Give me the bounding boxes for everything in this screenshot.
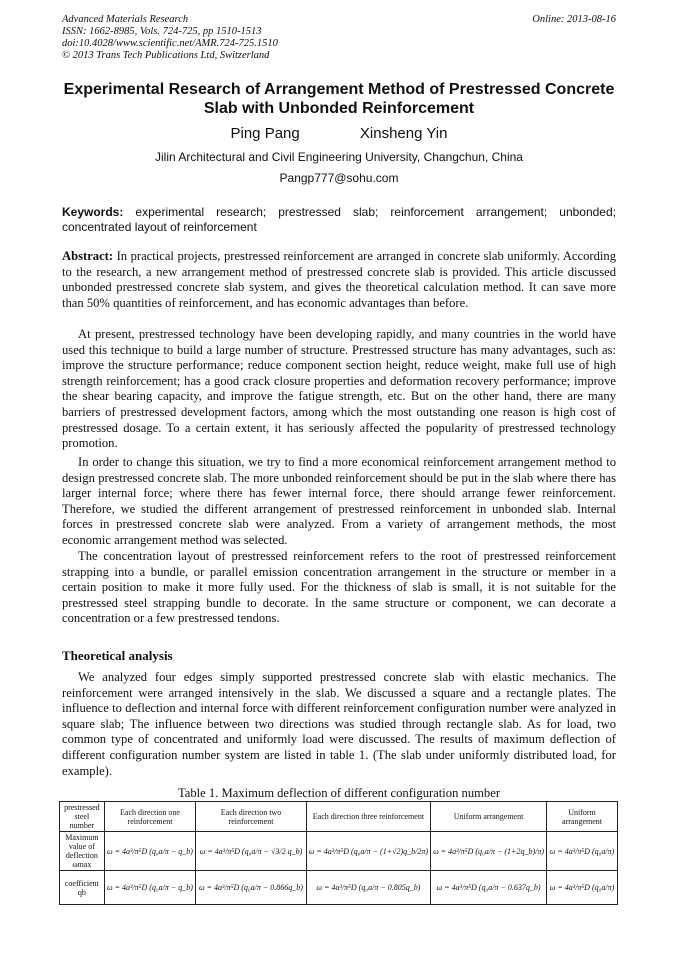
deflection-table bbox=[59, 801, 618, 905]
keywords-block bbox=[62, 205, 616, 235]
table-header-cell: Each direction one reinforcement bbox=[104, 802, 195, 832]
table-header-cell: Uniform arrangement bbox=[547, 802, 618, 832]
page-header bbox=[62, 14, 616, 62]
table-cell: ω = 4a³/π⁵D (q₀a/π − 0.866q_b) bbox=[196, 871, 307, 905]
table-cell: ω = 4a³/π⁵D (q₀a/π − √3/2 q_b) bbox=[196, 832, 307, 871]
author-list bbox=[62, 125, 616, 142]
table-cell: ω = 4a³/π⁵D (q₀a/π − 0.805q_b) bbox=[306, 871, 430, 905]
table-header-cell: Each direction two reinforcement bbox=[196, 802, 307, 832]
abstract-paragraph bbox=[62, 249, 616, 311]
table-header-cell: prestressed steel number bbox=[60, 802, 105, 832]
abstract-text: In practical projects, prestressed reinforcement are arranged in concrete slab uniformly. According to the research, a new arrangement method of prestressed concrete slab is provided. This article discussed unbonded prestressed concrete slab system, and gives the theoretical calculation method. It can save more than 50% quantities of reinforcement, and has economic advantages than before. bbox=[62, 249, 616, 310]
doi-line: doi:10.4028/www.scientific.net/AMR.724-725.1510 bbox=[62, 38, 278, 49]
author-name: Ping Pang bbox=[230, 125, 300, 142]
table-row-label: coefficient qb bbox=[60, 871, 105, 905]
table-row bbox=[60, 832, 618, 871]
keywords-label: Keywords: bbox=[62, 205, 124, 219]
body-paragraph: At present, prestressed technology have been developing rapidly, and many countries in the world have used this technique to build a large number of structure. Prestressed structure has many advantages, such as: improve the structure performance; reduce component section height, reduce weight, make full use of high strength reinforcement; has a good crack closure properties and deformation recovery performance; improve the shear bearing capacity, and improve the fatigue strength, etc. But on the other hand, there are many barriers of prestressed development factors, among which the most outstanding one reason is high cost of prestressed dosage. To a certain extent, it has seriously affected the popularity of prestressed technology promotion. bbox=[62, 327, 616, 451]
table-header-cell: Each direction three reinforcement bbox=[306, 802, 430, 832]
journal-name: Advanced Materials Research bbox=[62, 14, 189, 25]
affiliation: Jilin Architectural and Civil Engineering University, Changchun, China bbox=[155, 150, 523, 164]
table-cell: ω = 4a³/π⁵D (q₀a/π − 0.637q_b) bbox=[431, 871, 547, 905]
author-name: Xinsheng Yin bbox=[359, 125, 448, 142]
table-cell: ω = 4a³/π⁵D (q₀a/π − (1+√2)q_b/2π) bbox=[306, 832, 430, 871]
issn-line: ISSN: 1662-8985, Vols. 724-725, pp 1510-1513 bbox=[62, 26, 262, 37]
table-header-cell: Uniform arrangement bbox=[431, 802, 547, 832]
body-paragraph: In order to change this situation, we try to find a more economical reinforcement arrangement method to design prestressed concrete slab. The more unbonded reinforcement should be put in the slab where there has larger internal force; where there has fewer internal force, there should arrange fewer reinforcement. Therefore, we studied the different arrangement of prestressed reinforcement in unbonded slab. Internal forces in prestressed concrete slab were analyzed. From a variety of arrangement methods, the most economic arrangement method was selected. bbox=[62, 455, 616, 547]
paper-title: Experimental Research of Arrangement Method of Prestressed Concrete Slab with Unbonded Reinforcement bbox=[63, 81, 615, 117]
table-cell: ω = 4a³/π⁵D (q₀a/π − (1+2q_b)/π) bbox=[431, 832, 547, 871]
section-heading: Theoretical analysis bbox=[62, 648, 173, 663]
table-header-row bbox=[60, 802, 618, 832]
body-paragraph: We analyzed four edges simply supported prestressed concrete slab with elastic mechanics. The reinforcement were arranged intensively in the slab. We discussed a square and a rectangle plates. The influence to deflection and internal force with different reinforcement configuration number were analyzed in square slab; The influence between two directions was studied through rectangle slab. As for load, two common type of concentrated and uniformly load were discussed. The results of maximum deflection of different configuration number system are listed in table 1. (The slab under uniformly distributed load, for example). bbox=[62, 670, 616, 778]
table-cell: ω = 4a³/π⁵D (q₀a/π) bbox=[547, 832, 618, 871]
table-cell: ω = 4a³/π⁵D (q₀a/π − q_b) bbox=[104, 832, 195, 871]
table-row-label: Maximum value of deflection ωmax bbox=[60, 832, 105, 871]
online-date: Online: 2013-08-16 bbox=[532, 14, 616, 25]
keywords-text: experimental research; prestressed slab; reinforcement arrangement; unbonded; concentrated layout of reinforcement bbox=[62, 205, 616, 234]
copyright-line: © 2013 Trans Tech Publications Ltd, Switzerland bbox=[62, 50, 270, 61]
author-email: Pangp777@sohu.com bbox=[279, 171, 399, 185]
table-cell: ω = 4a³/π⁵D (q₀a/π) bbox=[547, 871, 618, 905]
table-caption: Table 1. Maximum deflection of different configuration number bbox=[177, 786, 501, 800]
table-cell: ω = 4a³/π⁵D (q₀a/π − q_b) bbox=[104, 871, 195, 905]
body-paragraph: The concentration layout of prestressed reinforcement refers to the root of prestressed reinforcement strapping into a bundle, or parallel emission concentration arrangement in the structure or member in a certain position to make it more fully used. For the thickness of slab is small, it is not suitable for the prestressed steel strapping bundle to decorate. In the same structure or component, we can decorate a concentration or a few prestressed tendons. bbox=[62, 549, 616, 626]
abstract-label: Abstract: bbox=[62, 249, 114, 263]
table-row bbox=[60, 871, 618, 905]
